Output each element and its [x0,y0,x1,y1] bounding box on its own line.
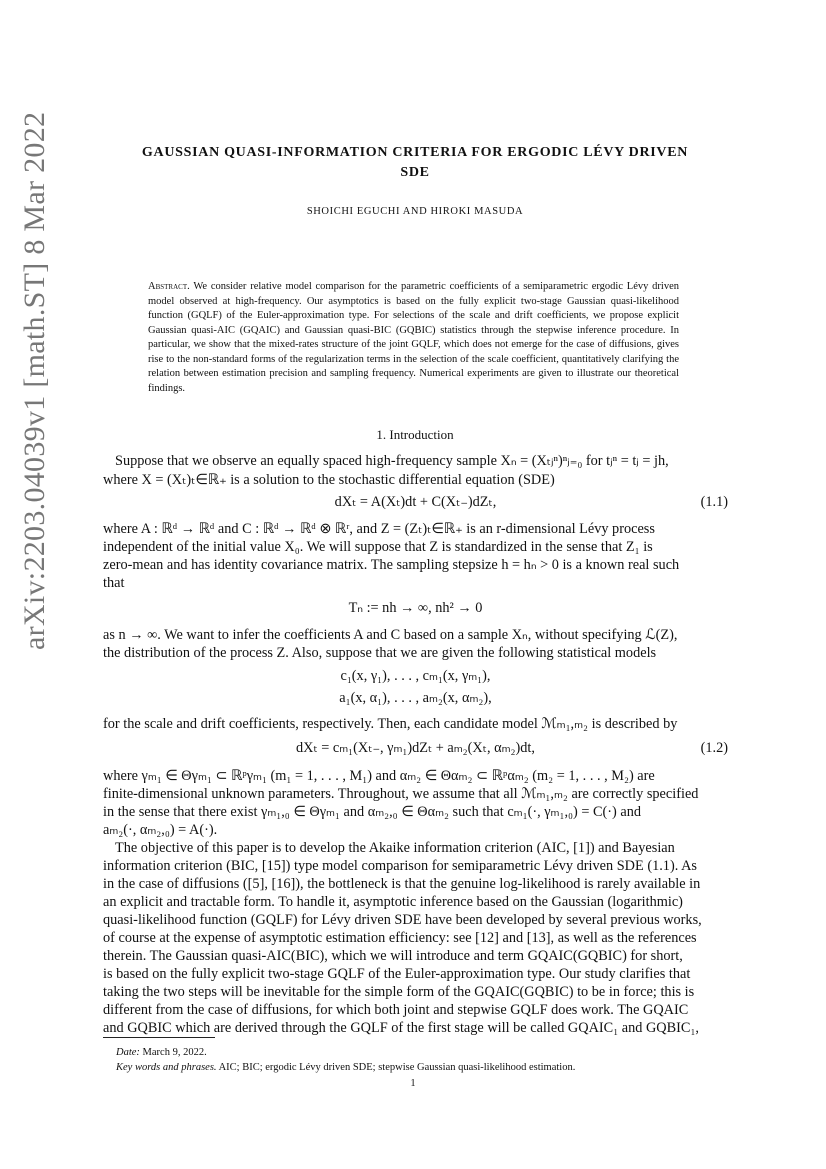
equation-models-drift: a₁(x, α₁), . . . , aₘ₂(x, αₘ₂), [339,690,492,706]
paragraph-5 [103,767,728,839]
p1-line-2: where X = (Xₜ)ₜ∈ℝ₊ is a solution to the stochastic differential equation (SDE) [103,472,555,488]
p6-line: taking the two steps will be inevitable for the simple form of the GQAIC(GQBIC) to be in force; this is [103,984,695,1000]
p2-line-3: zero-mean and has identity covariance matrix. The sampling stepsize h = hₙ > 0 is a known real such [103,557,680,573]
paragraph-2 [103,520,728,592]
p6-line: is based on the fully explicit two-stage GQLF of the Euler-approximation type. Our study clarifies that [103,966,691,982]
abstract [148,280,679,396]
paragraph-6 [103,839,728,1037]
abstract-label: Abstract. [148,281,190,292]
equation-1-1-number: (1.1) [700,494,728,510]
page-number: 1 [410,1078,416,1089]
p4-line-1: for the scale and drift coefficients, respectively. Then, each candidate model ℳₘ₁,ₘ₂ is described by [103,716,678,732]
section-heading: 1. Introduction [376,427,454,442]
p5-line-1: where γₘ₁ ∈ Θγₘ₁ ⊂ ℝᵖγₘ₁ (m₁ = 1, . . . , M₁) and αₘ₂ ∈ Θαₘ₂ ⊂ ℝᵖαₘ₂ (m₂ = 1, . . . , M₂) are [103,768,655,784]
p6-line: and GQBIC which are derived through the GQLF of the first stage will be called GQAIC₁ and GQBIC₁, [103,1020,700,1036]
arxiv-stamp: arXiv:2203.04039v1 [math.ST] 8 Mar 2022 [18,111,51,650]
title-line-1: GAUSSIAN QUASI-INFORMATION CRITERIA FOR ERGODIC LÉVY DRIVEN [141,145,689,160]
footnote-keywords-value: AIC; BIC; ergodic Lévy driven SDE; stepwise Gaussian quasi-likelihood estimation. [218,1062,576,1073]
equation-tn: Tₙ := nh → ∞, nh² → 0 [348,600,483,616]
equation-1-1-body: dXₜ = A(Xₜ)dt + C(Xₜ₋)dZₜ, [334,494,497,510]
authors: SHOICHI EGUCHI AND HIROKI MASUDA [306,206,524,217]
footnote-rule [103,1037,215,1038]
footnote-keywords [116,1060,726,1075]
abstract-text: We consider relative model comparison for the parametric coefficients of a semiparametric ergodic Lévy driven model observed at high-frequency. Our asymptotics is based on the fully explicit two-stage Gaussian quasi-likelihood function (GQLF) of the Euler-approximation type. For selections of the scale and drift coefficients, we propose explicit Gaussian quasi-AIC (GQAIC) and Gaussian quasi-BIC (GQBIC) statistics through the stepwise inference procedure. In particular, we show that the mixed-rates structure of the joint GQLF, which does not emerge for the case of diffusions, gives rise to the non-standard forms of the regularization terms in the selection of the scale coefficient, quantitatively clarifying the relation between estimation precision and sampling frequency. Numerical experiments are given to illustrate our theoretical findings. [148,281,679,394]
p3-line-2: the distribution of the process Z. Also, suppose that we are given the following statistical models [103,645,657,661]
equation-1-2-body: dXₜ = cₘ₁(Xₜ₋, γₘ₁)dZₜ + aₘ₂(Xₜ, αₘ₂)dt, [296,740,535,756]
paragraph-1b [103,471,728,489]
p3-line-1: as n → ∞. We want to infer the coefficients A and C based on a sample Xₙ, without specifying ℒ(Z), [103,627,678,643]
p5-line-2: finite-dimensional unknown parameters. Throughout, we assume that all ℳₘ₁,ₘ₂ are correctly specified [103,786,699,802]
equation-1-1 [103,494,728,511]
p6-line: therein. The Gaussian quasi-AIC(BIC), which we will introduce and term GQAIC(GQBIC) for short, [103,948,683,964]
footnote-date-label: Date: [116,1047,140,1058]
p6-line: an explicit and tractable form. To handle it, asymptotic inference based on the Gaussian (logarithmic) [103,894,683,910]
p6-line: in the case of diffusions ([5], [16]), the bottleneck is that the genuine log-likelihood is rarely available in [103,876,701,892]
p6-line: different from the case of diffusions, for which both joint and stepwise GQLF does work. The GQAIC [103,1002,689,1018]
p6-line: quasi-likelihood function (GQLF) for Lévy driven SDE have been developed by several previous works, [103,912,702,928]
p6-line: information criterion (BIC, [15]) type model comparison for semiparametric Lévy driven SDE (1.1). As [103,858,697,874]
equation-1-2-number: (1.2) [700,740,728,756]
p6-line: of course at the expense of asymptotic estimation efficiency: see [12] and [13], as well as the references [103,930,697,946]
equation-models-scale: c₁(x, γ₁), . . . , cₘ₁(x, γₘ₁), [340,668,491,684]
title-line-2: SDE [400,165,430,180]
p1-line-1: Suppose that we observe an equally spaced high-frequency sample Xₙ = (Xₜⱼⁿ)ⁿⱼ₌₀ for tⱼⁿ = tⱼ = jh, [115,453,669,469]
p5-line-4: aₘ₂(·, αₘ₂,₀) = A(·). [103,822,218,838]
p5-line-3: in the sense that there exist γₘ₁,₀ ∈ Θγₘ₁ and αₘ₂,₀ ∈ Θαₘ₂ such that cₘ₁(·, γₘ₁,₀) = C(·) and [103,804,642,820]
equation-1-2 [103,740,728,757]
footnote-keywords-label: Key words and phrases. [116,1062,217,1073]
paragraph-3 [103,626,728,662]
p2-line-2: independent of the initial value X₀. We will suppose that Z is standardized in the sense that Z₁ is [103,539,653,555]
p6-line: The objective of this paper is to develop the Akaike information criterion (AIC, [1]) and Bayesian [115,840,675,856]
paragraph-4 [103,715,728,733]
footnote-date-value: March 9, 2022. [142,1047,207,1058]
paragraph-1 [103,452,728,470]
p2-line-4: that [103,575,125,591]
p2-line-1: where A : ℝᵈ → ℝᵈ and C : ℝᵈ → ℝᵈ ⊗ ℝʳ, and Z = (Zₜ)ₜ∈ℝ₊ is an r-dimensional Lévy process [103,521,655,537]
footnote-date [116,1045,726,1060]
paper-title [105,143,725,183]
